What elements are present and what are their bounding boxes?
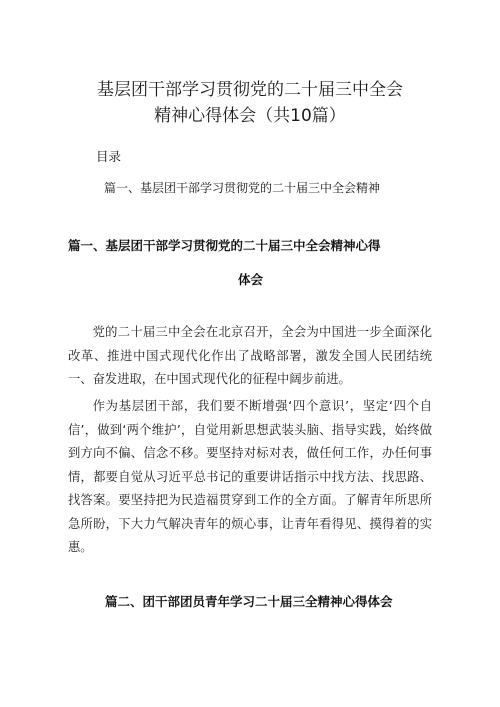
section-1-paragraph-1: 党的二十届三中全会在北京召开，全会为中国进一步全面深化改革、推进中国式现代化作出了战略部署，激发全国人民团结统一、奋发进取，在中国式现代化的征程中阔步前进。 [68,325,432,386]
document-title-line-2: 精神心得体会（共10篇） [154,106,346,126]
toc-heading: 目录 [96,149,122,164]
section-2-heading: 篇二、团干部团员青年学习二十届三全精神心得体会 [105,594,393,609]
section-1-heading-line-1: 篇一、基层团干部学习贯彻党的二十届三中全会精神心得 [68,238,381,253]
section-1-paragraph-2: 作为基层团干部，我们要不断增强‘四个意识’，坚定‘四个自信’，做到‘两个维护’，自觉用新思想武装头脑、指导实践，始终做到方向不偏、信念不移。要坚持对标对表，做任何工作，办任何事情，都要自觉从习近平总书记的重要讲话指示中找方法、找思路、找答案。要坚持把为民造福贯穿到工作的全方面。了解青年所思所急所盼，下大力气解决青年的烦心事，让青年看得见、摸得着的实惠。 [68,399,432,554]
toc-item-1[interactable]: 篇一、基层团干部学习贯彻党的二十届三中全会精神 [104,181,381,195]
section-1-heading-line-2: 体会 [238,272,264,287]
document-title-line-1: 基层团干部学习贯彻党的二十届三中全会 [97,80,403,100]
